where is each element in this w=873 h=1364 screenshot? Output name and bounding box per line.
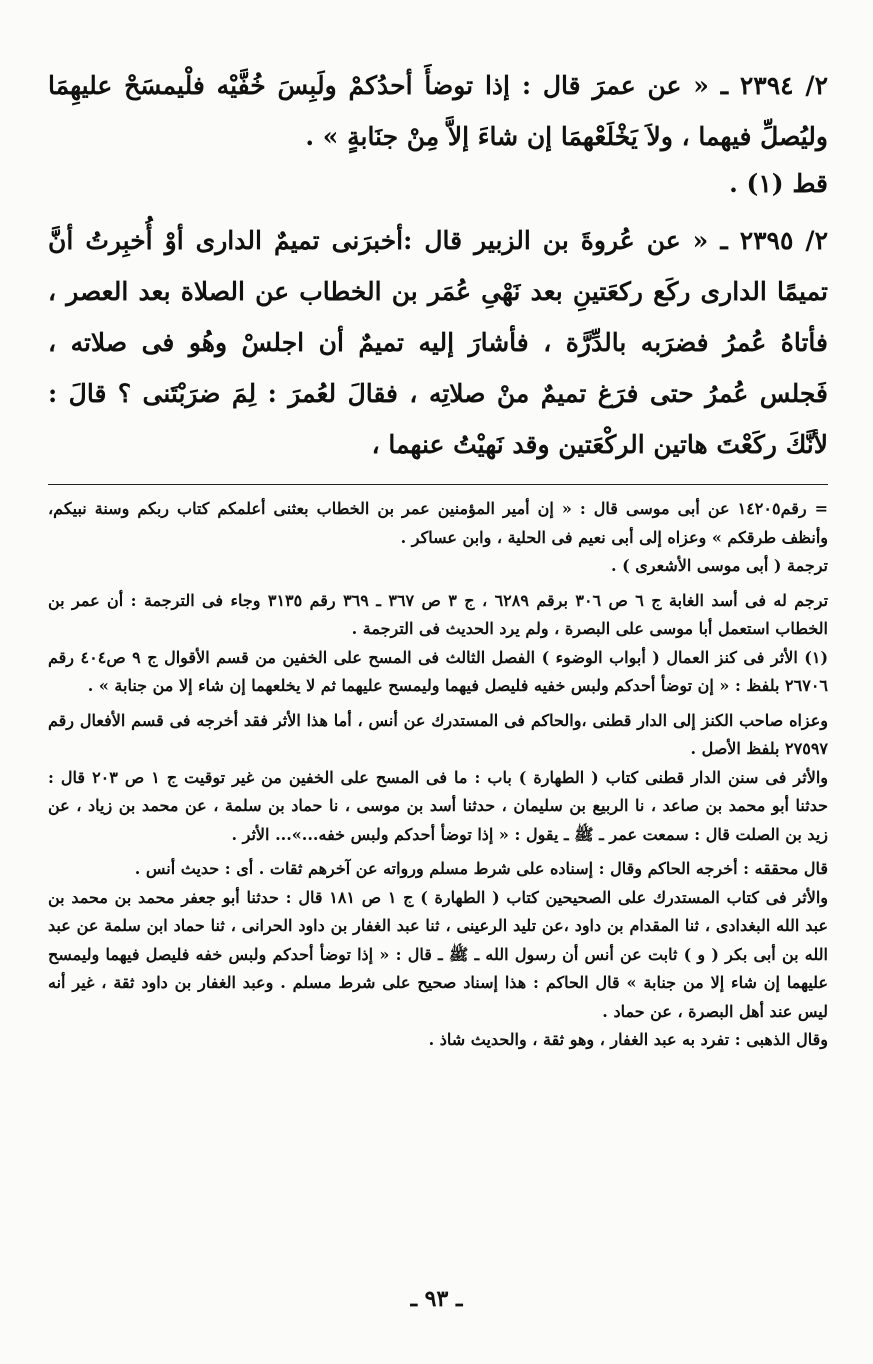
footnote-1: (١) الأثر فى كنز العمال ( أبواب الوضوء ) الفصل الثالث فى المسح على الخفين من قسم الأقوال ج ٩ ص٤٠٤ رقم ٢٦٧٠٦ بلفظ : « إن توضأ أحدكم ولبس خفيه فليصل فيهما وليمسح عليهما ثم لا يخلعهما إن شاء إلا من جنابة » . — [48, 647, 829, 695]
footnote-daraqutni: والأثر فى سنن الدار قطنى كتاب ( الطهارة ) باب : ما فى المسح على الخفين من غير توقيت ج ١ ص ٢٠٣ قال : حدثنا أبو محمد بن صاعد ، نا الربيع بن سليمان ، حدثنا أسد بن موسى ، نا حماد بن سلمة ، عن محمد بن زياد ، عن زيد بن الصلت قال : سمعت عمر ـ ﷺ ـ يقول : « إذا توضأ أحدكم ولبس خفه...»... الأثر . — [48, 767, 829, 844]
footnote-usd-alghaba: ترجم له فى أسد الغابة ج ٦ ص ٣٠٦ برقم ٦٢٨٩ ، ج ٣ ص ٣٦٧ ـ ٣٦٩ رقم ٣١٣٥ وجاء فى الترجمة : أن عمر بن الخطاب استعمل أبا موسى على البصرة ، ولم يرد الحديث فى الترجمة . — [48, 590, 829, 638]
footnote-kanz-attribution: وعزاه صاحب الكنز إلى الدار قطنى ،والحاكم فى المستدرك عن أنس ، أما هذا الأثر فقد أخرجه فى قسم الأفعال رقم ٢٧٥٩٧ بلفظ الأصل . — [48, 710, 829, 758]
page-number: ـ ٩٣ ـ — [410, 1286, 463, 1312]
footnote-biography: ترجمة ( أبى موسى الأشعرى ) . — [611, 556, 828, 575]
main-text — [48, 60, 828, 470]
footnote-muhaqqiq: قال محققه : أخرجه الحاكم وقال : إسناده على شرط مسلم ورواته عن آخرهم ثقات . أى : حديث أنس . — [134, 859, 828, 878]
footnote-mustadrak: والأثر فى كتاب المستدرك على الصحيحين كتاب ( الطهارة ) ج ١ ص ١٨١ قال : حدثنا أبو جعفر محمد بن محمد بن عبد الله البغدادى ، ثنا المقدام بن داود ،عن تليد الرعينى ، ثنا عبد الغفار بن داود الحرانى ، ثنا حماد ابن سلمة عن عبد الله بن أبى بكر ( و ) ثابت عن أنس أن رسول الله ـ ﷺ ـ قال : « إذا توضأ أحدكم ولبس خفه فليصل فيهما وليمسح عليهما إن شاء إلا من جنابة » قال الحاكم : هذا إسناد صحيح على شرط مسلم . وعبد الغفار بن داود ثقة ، غير أنه ليس عند أهل البصرة ، عن حماد . — [48, 887, 829, 1021]
footnote-dhahabi: وقال الذهبى : تفرد به عبد الغفار ، وهو ثقة ، والحديث شاذ . — [428, 1030, 828, 1049]
hadith-2394: ٢/ ٢٣٩٤ ـ « عن عمرَ قال : إذا توضأَ أحدُكمْ ولَبِسَ خُفَّيْه فلْيمسَحْ عليهِمَا وليُصلِّ فيهما ، ولاَ يَخْلَعْهمَا إن شاءَ إلاَّ مِنْ جنَابةٍ » . — [48, 71, 828, 151]
page-content — [48, 60, 828, 1055]
hadith-2394-source: قط (١) . — [729, 169, 828, 198]
footnotes — [48, 495, 828, 1055]
footnote-divider — [48, 484, 828, 485]
footnote-continuation: = رقم١٤٢٠٥ عن أبى موسى قال : « إن أمير المؤمنين عمر بن الخطاب بعثنى أعلمكم كتاب ربكم وسنة نبيكم، وأنظف طرقكم » وعزاه إلى أبى نعيم فى الحلية ، وابن عساكر . — [48, 499, 829, 547]
hadith-2395: ٢/ ٢٣٩٥ ـ « عن عُروةَ بن الزبير قال :أخبرَنى تميمٌ الدارى أوْ أُخبِرتُ أنَّ تميمًا الدارى ركَع ركعَتينِ بعد نَهْىِ عُمَر بن الخطاب عن الصلاة بعد العصر ، فأتاهُ عُمرُ فضرَبه بالدِّرَّة ، فأشارَ إليه تميمٌ أن اجلسْ وهُو فى صلاته ، فَجلس عُمرُ حتى فرَغ تميمٌ منْ صلاتِه ، فقالَ لعُمرَ : لِمَ ضرَبْتَنى ؟ قالَ : لأنَّكَ ركَعْتَ هاتين الركْعَتين وقد نَهيْتُ عنهما ، — [48, 226, 828, 459]
